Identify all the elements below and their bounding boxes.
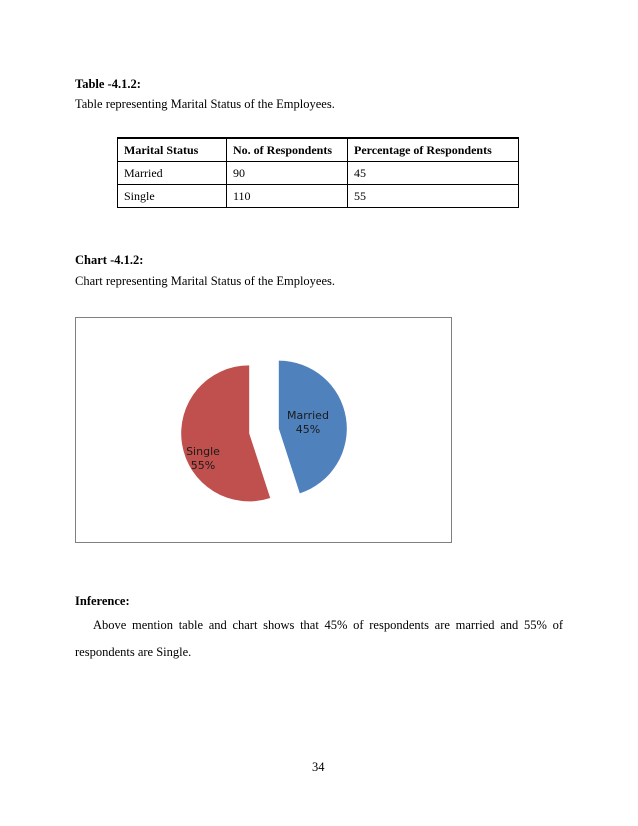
inference-line-1: Above mention table and chart shows that 45% of respondents are married and 55% of: [93, 618, 563, 632]
chart-caption: Chart representing Marital Status of the Employees.: [75, 274, 336, 288]
table-header-row: [118, 138, 519, 162]
marital-status-table: [117, 137, 519, 208]
inference-paragraph: [75, 612, 563, 666]
column-header: Percentage of Respondents: [348, 138, 519, 162]
table-cell: 45: [348, 162, 519, 185]
column-header: No. of Respondents: [227, 138, 348, 162]
table-heading: Table -4.1.2:: [75, 77, 141, 91]
pie-label-married: Married 45%: [287, 409, 329, 436]
table-cell: Married: [118, 162, 227, 185]
pie-slice-single: [181, 365, 270, 501]
chart-heading: Chart -4.1.2:: [75, 253, 144, 267]
table-cell: 110: [227, 185, 348, 208]
column-header: Marital Status: [118, 138, 227, 162]
table-cell: 55: [348, 185, 519, 208]
pie-label-single: Single 55%: [186, 445, 220, 472]
table-cell: Single: [118, 185, 227, 208]
inference-heading: Inference:: [75, 594, 130, 608]
inference-line-2: respondents are Single.: [75, 645, 192, 659]
page-number: 34: [312, 760, 325, 774]
table-cell: 90: [227, 162, 348, 185]
pie-chart: [76, 318, 451, 542]
table-row: [118, 162, 519, 185]
table-row: [118, 185, 519, 208]
table-caption: Table representing Marital Status of the Employees.: [75, 97, 335, 111]
pie-chart-frame: [75, 317, 452, 543]
